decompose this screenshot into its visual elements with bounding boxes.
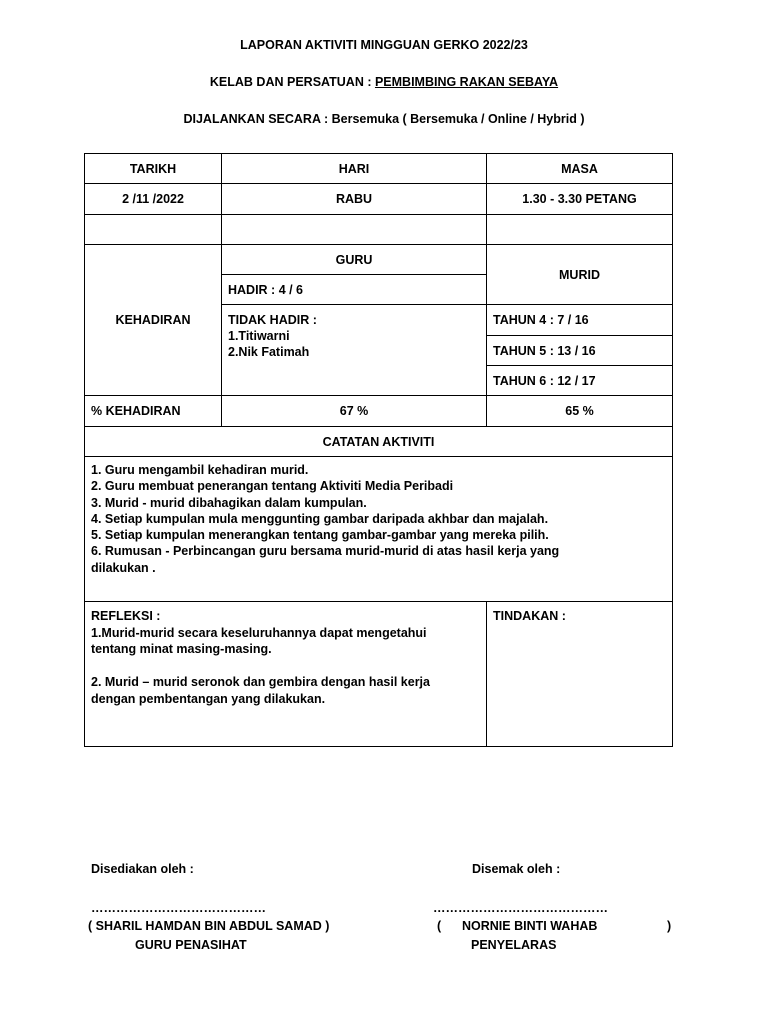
- hari-header: HARI: [222, 154, 487, 184]
- dijalankan-line: DIJALANKAN SECARA : Bersemuka ( Bersemuka / Online / Hybrid ): [183, 112, 585, 126]
- catatan-item: 3. Murid - murid dibahagikan dalam kumpulan.: [91, 495, 367, 510]
- tarikh-header: TARIKH: [85, 154, 222, 184]
- refleksi-cell: [85, 602, 487, 747]
- tidak-hadir-label: TIDAK HADIR :: [228, 313, 317, 327]
- reviewer-name: NORNIE BINTI WAHAB: [462, 919, 598, 933]
- refleksi-label: REFLEKSI :: [91, 609, 161, 623]
- tindakan-label: TINDAKAN :: [493, 609, 566, 623]
- guru-tidak-hadir: [222, 305, 487, 396]
- absent-teacher: 1.Titiwarni: [228, 329, 290, 343]
- masa-header: MASA: [487, 154, 673, 184]
- guru-label: GURU: [222, 245, 487, 275]
- kelab-label: KELAB DAN PERSATUAN :: [209, 75, 375, 89]
- kelab-line: [0, 75, 768, 89]
- tindakan-cell: [487, 602, 673, 747]
- guru-hadir: HADIR : 4 / 6: [222, 275, 487, 305]
- disemak-label: Disemak oleh :: [472, 862, 561, 876]
- kelab-value: PEMBIMBING RAKAN SEBAYA: [374, 75, 559, 89]
- reviewer-open-paren: (: [437, 919, 442, 933]
- peratus-murid: 65 %: [487, 396, 673, 427]
- catatan-item: 6. Rumusan - Perbincangan guru bersama murid-murid di atas hasil kerja yang: [91, 544, 560, 559]
- peratus-label: % KEHADIRAN: [85, 396, 222, 427]
- tarikh-value: 2 /11 /2022: [85, 184, 222, 215]
- empty-cell: [487, 215, 673, 245]
- empty-cell: [85, 215, 222, 245]
- tahun-5: TAHUN 5 : 13 / 16: [487, 336, 673, 366]
- catatan-item: 1. Guru mengambil kehadiran murid.: [91, 463, 309, 477]
- catatan-item: dilakukan .: [91, 560, 156, 575]
- hari-value: RABU: [222, 184, 487, 215]
- refleksi-item: [91, 658, 480, 675]
- catatan-list: [85, 457, 673, 602]
- murid-label: MURID: [487, 245, 673, 305]
- masa-value: 1.30 - 3.30 PETANG: [487, 184, 673, 215]
- signature-line-left: ……………………………………: [91, 901, 266, 915]
- preparer-role: GURU PENASIHAT: [135, 938, 247, 952]
- preparer-name: ( SHARIL HAMDAN BIN ABDUL SAMAD ): [88, 919, 330, 933]
- absent-teacher: 2.Nik Fatimah: [228, 345, 310, 359]
- catatan-label: CATATAN AKTIVITI: [85, 427, 673, 457]
- reviewer-role: PENYELARAS: [471, 938, 557, 952]
- kehadiran-label: KEHADIRAN: [85, 245, 222, 396]
- tahun-6: TAHUN 6 : 12 / 17: [487, 366, 673, 396]
- catatan-item: 2. Guru membuat penerangan tentang Aktiviti Media Peribadi: [91, 479, 454, 494]
- catatan-item: 5. Setiap kumpulan menerangkan tentang gambar-gambar yang mereka pilih.: [91, 528, 549, 543]
- catatan-item: 4. Setiap kumpulan mula menggunting gambar daripada akhbar dan majalah.: [91, 511, 549, 526]
- signature-line-right: ……………………………………: [433, 901, 608, 915]
- report-title: LAPORAN AKTIVITI MINGGUAN GERKO 2022/23: [240, 38, 528, 52]
- refleksi-item: 1.Murid-murid secara keseluruhannya dapat mengetahui: [91, 625, 427, 640]
- refleksi-item: dengan pembentangan yang dilakukan.: [91, 691, 326, 706]
- empty-cell: [222, 215, 487, 245]
- disediakan-label: Disediakan oleh :: [91, 862, 194, 876]
- refleksi-item: 2. Murid – murid seronok dan gembira dengan hasil kerja: [91, 675, 430, 689]
- refleksi-item: tentang minat masing-masing.: [91, 642, 272, 656]
- tahun-4: TAHUN 4 : 7 / 16: [487, 305, 673, 336]
- reviewer-close-paren: ): [667, 919, 672, 933]
- peratus-guru: 67 %: [222, 396, 487, 427]
- report-table: [84, 153, 673, 747]
